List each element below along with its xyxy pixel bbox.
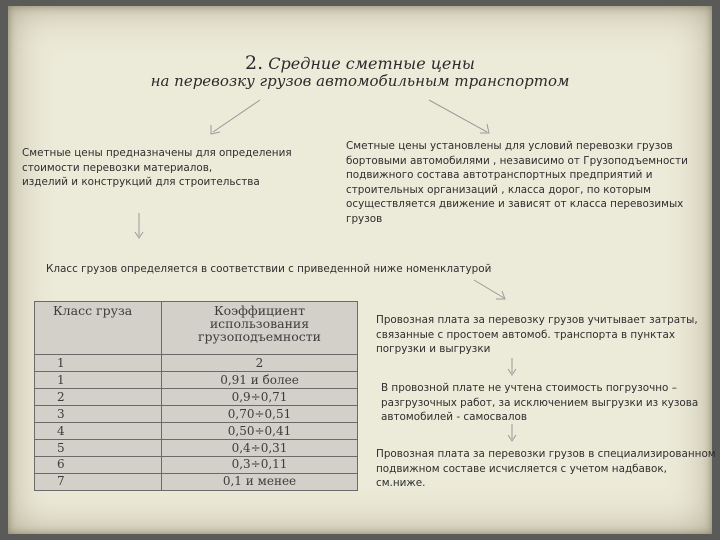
- table-cell: 3: [35, 406, 162, 423]
- note-1: Провозная плата за перевозку грузов учитывает затраты, связанные с простоем автомоб. транспорта в пунктах погрузки и выгрузки: [376, 314, 698, 355]
- table-cell: 0,9÷0,71: [162, 389, 358, 406]
- arrow-diagonal-icon: [472, 278, 508, 302]
- table-header-class: Класс груза: [35, 302, 162, 355]
- table-row: [35, 457, 358, 474]
- note-2: В провозной плате не учтена стоимость погрузочно – разгрузочных работ, за исключением выгрузки из кузова автомобилей - самосвалов: [381, 382, 699, 423]
- table-cell: 5: [35, 440, 162, 457]
- table-row: [35, 473, 358, 490]
- table-header-coefficient: Коэффициент использования грузоподъемности: [162, 302, 358, 355]
- table-cell: 0,91 и более: [162, 372, 358, 389]
- right-text-block: Сметные цены установлены для условий перевозки грузов бортовыми автомобилями , независимо от Грузоподъемности подвижного состава автотранспортных предприятий и строительных организаций , класса дорог, по которым осуществляется движение и зависят от класса перевозимых грузов: [346, 140, 688, 225]
- table-cell: 0,1 и менее: [162, 473, 358, 490]
- table-index-row: [35, 355, 358, 372]
- table-cell: 0,3÷0,11: [162, 457, 358, 474]
- table-row: [35, 372, 358, 389]
- left-text-block: Сметные цены предназначены для определения стоимости перевозки материалов, изделий и конструкций для строительства: [22, 147, 292, 188]
- table-cell: 4: [35, 423, 162, 440]
- table-row: [35, 406, 358, 423]
- table-cell: 1: [35, 372, 162, 389]
- arrow-down-icon: [505, 423, 519, 443]
- arrow-down-icon: [505, 357, 519, 377]
- table-cell: 0,50÷0,41: [162, 423, 358, 440]
- table-cell: 2: [35, 389, 162, 406]
- cargo-class-table: [34, 301, 358, 491]
- arrow-left-icon: [205, 98, 265, 138]
- table-header-row: [35, 302, 358, 355]
- slide-title-line2: на перевозку грузов автомобильным транспортом: [150, 72, 570, 90]
- table-cell: 1: [35, 355, 162, 372]
- title-text-1: Средние сметные цены: [263, 54, 475, 73]
- table-cell: 7: [35, 473, 162, 490]
- table-cell: 0,4÷0,31: [162, 440, 358, 457]
- arrow-down-icon: [132, 212, 146, 240]
- table-row: [35, 440, 358, 457]
- table-row: [35, 389, 358, 406]
- class-note: Класс грузов определяется в соответствии с приведенной ниже номенклатурой: [46, 263, 492, 275]
- note-3: Провозная плата за перевозки грузов в специализированном подвижном составе исчисляется с учетом надбавок, см.ниже.: [376, 448, 716, 489]
- table-cell: 0,70÷0,51: [162, 406, 358, 423]
- slide-title-line1: [0, 52, 720, 74]
- table-cell: 6: [35, 457, 162, 474]
- table-row: [35, 423, 358, 440]
- title-number: 2.: [245, 52, 264, 74]
- table-cell: 2: [162, 355, 358, 372]
- arrow-right-icon: [425, 98, 495, 138]
